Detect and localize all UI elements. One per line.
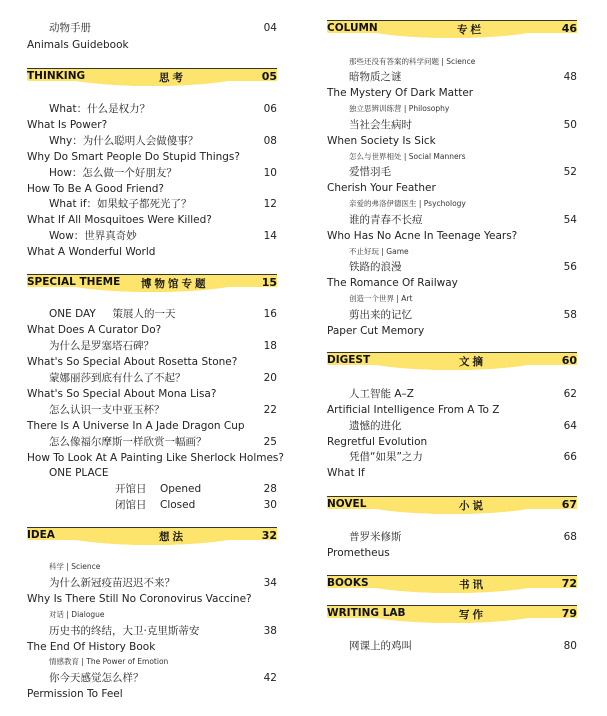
toc-entry[interactable]: [27, 370, 277, 386]
entry-title-en: What If: [327, 467, 365, 479]
toc-entry[interactable]: [27, 133, 277, 149]
entry-title-en: Why Is There Still No Coronovirus Vaccine?: [27, 593, 252, 605]
entry-title-zh: 暗物质之谜: [349, 71, 402, 83]
entry-page: 34: [263, 577, 277, 589]
toc-entry[interactable]: [27, 497, 277, 513]
entry-title-zh: Why：为什么聪明人会做傻事？: [49, 135, 199, 147]
section-page: 67: [561, 498, 577, 511]
toc-entry-en: [327, 465, 577, 481]
toc-entry-en: [27, 639, 277, 655]
toc-entry[interactable]: [27, 101, 277, 117]
entry-title-zh: 闭馆日: [115, 499, 147, 511]
section-title-en: BOOKS: [327, 577, 369, 589]
entry-title-en: Closed: [160, 499, 196, 511]
toc-entry-en: [27, 322, 277, 338]
toc-entry[interactable]: [327, 638, 577, 654]
entry-title-en: How To Look At A Painting Like Sherlock Holmes?: [27, 452, 284, 464]
entry-title-zh: 爱惜羽毛: [349, 166, 391, 178]
toc-entry-en: [27, 37, 277, 53]
entry-title-en: Prometheus: [327, 547, 390, 559]
entry-page: 14: [263, 230, 277, 242]
section-page: 79: [561, 607, 577, 620]
column-tag: 不止好玩 | Game: [349, 247, 409, 256]
section-header-writing-lab[interactable]: [327, 605, 577, 626]
entry-page: 38: [263, 625, 277, 637]
entry-page: 25: [263, 436, 277, 448]
toc-entry[interactable]: [327, 449, 577, 465]
toc-entry-en: [27, 149, 277, 165]
entry-title-en: Permission To Feel: [27, 688, 123, 700]
section-header-special-theme[interactable]: [27, 274, 277, 295]
toc-entry[interactable]: [27, 434, 277, 450]
column-tag: 情感教育 | The Power of Emotion: [49, 657, 169, 666]
one-place-label: ONE PLACE: [49, 467, 109, 479]
toc-entry[interactable]: [27, 338, 277, 354]
section-title-zh: 思考: [159, 72, 186, 84]
entry-title-en: Opened: [160, 483, 202, 495]
entry-page: 54: [563, 214, 577, 226]
entry-title-zh: 当社会生病时: [349, 119, 412, 131]
entry-page: 20: [263, 372, 277, 384]
entry-title-zh: 铁路的浪漫: [349, 261, 402, 273]
entry-title-zh: 网课上的鸡叫: [349, 640, 412, 652]
entry-title-zh: 你今天感觉怎么样？: [49, 672, 144, 684]
column-tag: 创造一个世界 | Art: [349, 294, 413, 303]
toc-entry-en: [327, 434, 577, 450]
section-title-en: WRITING LAB: [327, 607, 406, 619]
section-header-novel[interactable]: [327, 496, 577, 517]
section-page: 05: [261, 70, 277, 83]
column-tag: 那些还没有答案的科学问题 | Science: [349, 57, 476, 66]
entry-page: 80: [563, 640, 577, 652]
toc-entry-en: [327, 85, 577, 101]
section-title-zh: 小说: [459, 500, 486, 512]
entry-title-zh: 开馆日: [115, 483, 147, 495]
toc-entry-en: [327, 133, 577, 149]
entry-title-en: Cherish Your Feather: [327, 182, 436, 194]
entry-title-zh: How：怎么做一个好朋友？: [49, 167, 177, 179]
toc-entry-en: [27, 686, 277, 702]
entry-title-en: What Does A Curator Do?: [27, 324, 162, 336]
toc-entry-en: [27, 386, 277, 402]
section-header-idea[interactable]: [27, 527, 277, 548]
entry-title-en: What A Wonderful World: [27, 246, 156, 258]
entry-title-en: The Mystery Of Dark Matter: [327, 87, 474, 99]
section-title-zh: 博物馆专题: [141, 278, 209, 290]
toc-entry-en: [327, 323, 577, 339]
entry-title-en: The Romance Of Railway: [327, 277, 458, 289]
entry-title-zh: 人工智能 A–Z: [349, 388, 414, 400]
entry-title-zh: 为什么是罗塞塔石碑？: [49, 340, 154, 352]
entry-page: 58: [563, 309, 577, 321]
section-title-en: DIGEST: [327, 354, 371, 366]
entry-page: 62: [563, 388, 577, 400]
entry-title-en: What If All Mosquitoes Were Killed?: [27, 214, 212, 226]
entry-title-en: There Is A Universe In A Jade Dragon Cup: [27, 420, 245, 432]
column-tag: 亲爱的弗洛伊德医生 | Psychology: [349, 199, 466, 208]
section-title-en: NOVEL: [327, 498, 367, 510]
toc-entry[interactable]: [327, 386, 577, 402]
entry-title-en: Artificial Intelligence From A To Z: [327, 404, 500, 416]
toc-entry[interactable]: [327, 117, 577, 133]
toc-entry[interactable]: [27, 20, 277, 36]
entry-title-zh: What：什么是权力？: [49, 103, 151, 115]
toc-entry-en: [27, 117, 277, 133]
entry-title-zh: 为什么新冠疫苗迟迟不来？: [49, 577, 175, 589]
toc-entry[interactable]: [327, 212, 577, 228]
section-title-en: THINKING: [27, 70, 86, 82]
section-title-en: SPECIAL THEME: [27, 276, 121, 288]
toc-entry-en: [27, 181, 277, 197]
entry-page: 18: [263, 340, 277, 352]
section-title-zh: 文摘: [459, 356, 486, 368]
section-page: 15: [261, 276, 277, 289]
entry-title-zh: What if：如果蚊子都死光了？: [49, 198, 192, 210]
section-header-books[interactable]: [327, 575, 577, 596]
toc-entry[interactable]: [327, 307, 577, 323]
toc-entry-en: [27, 418, 277, 434]
entry-title-en: Who Has No Acne In Teenage Years?: [327, 230, 518, 242]
section-page: 72: [561, 577, 577, 590]
toc-entry-en: [327, 180, 577, 196]
section-header-column[interactable]: [327, 20, 577, 41]
toc-entry-en: [327, 545, 577, 561]
toc-entry-en: [27, 244, 277, 260]
entry-page: 56: [563, 261, 577, 273]
entry-page: 42: [263, 672, 277, 684]
entry-page: 04: [263, 22, 277, 34]
toc-subheading: [27, 465, 277, 481]
toc-entry[interactable]: [27, 228, 277, 244]
column-tag: 怎么与世界相处 | Social Manners: [349, 152, 466, 161]
entry-title-en: Why Do Smart People Do Stupid Things?: [27, 151, 240, 163]
toc-entry[interactable]: [27, 165, 277, 181]
entry-page: 48: [563, 71, 577, 83]
toc-entry-en: [27, 212, 277, 228]
toc-entry-en: [27, 354, 277, 370]
entry-title-zh: 谁的青春不长痘: [349, 214, 423, 226]
entry-title-en: Animals Guidebook: [27, 39, 129, 51]
section-header-digest[interactable]: [327, 352, 577, 373]
section-title-zh: 写作: [459, 609, 486, 621]
entry-page: 64: [563, 420, 577, 432]
entry-title-zh: 凭借“如果”之力: [349, 451, 423, 463]
entry-title-en: When Society Is Sick: [327, 135, 436, 147]
entry-title-zh: 蒙娜丽莎到底有什么了不起？: [49, 372, 186, 384]
entry-title-en: What's So Special About Rosetta Stone?: [27, 356, 238, 368]
toc-entry[interactable]: [327, 259, 577, 275]
entry-page: 52: [563, 166, 577, 178]
toc-entry[interactable]: [327, 69, 577, 85]
entry-page: 30: [263, 499, 277, 511]
toc-entry[interactable]: [27, 623, 277, 639]
toc-entry[interactable]: [327, 529, 577, 545]
entry-page: 50: [563, 119, 577, 131]
toc-entry[interactable]: [27, 402, 277, 418]
entry-title-zh: 普罗米修斯: [349, 531, 402, 543]
column-tag: 独立思辨训练营 | Philosophy: [349, 104, 450, 113]
section-title-zh: 想法: [159, 531, 186, 543]
section-title-en: COLUMN: [327, 22, 378, 34]
section-title-zh: 专栏: [457, 24, 484, 36]
entry-title-en: The End Of History Book: [27, 641, 156, 653]
entry-title-zh: 动物手册: [49, 22, 91, 34]
toc-entry[interactable]: [327, 418, 577, 434]
entry-page: 22: [263, 404, 277, 416]
entry-title-en: Regretful Evolution: [327, 436, 428, 448]
entry-title-en: What Is Power?: [27, 119, 108, 131]
entry-title-zh: 怎么像福尔摩斯一样欣赏一幅画？: [49, 436, 207, 448]
entry-title-en: What's So Special About Mona Lisa?: [27, 388, 217, 400]
entry-page: 16: [263, 308, 277, 320]
entry-title-zh: 剪出来的记忆: [349, 309, 412, 321]
toc-entry[interactable]: [27, 670, 277, 686]
toc-entry[interactable]: [27, 481, 277, 497]
entry-title-en: Paper Cut Memory: [327, 325, 425, 337]
section-page: 32: [261, 529, 277, 542]
entry-page: 68: [563, 531, 577, 543]
entry-title-zh: Wow：世界真奇妙: [49, 230, 137, 242]
section-header-thinking[interactable]: [27, 68, 277, 89]
entry-title-zh: 怎么认识一支中亚玉杯？: [49, 404, 165, 416]
toc-entry[interactable]: [27, 196, 277, 212]
entry-page: 12: [263, 198, 277, 210]
toc-entry[interactable]: [27, 306, 277, 322]
toc-entry[interactable]: [27, 575, 277, 591]
toc-entry-en: [327, 402, 577, 418]
section-page: 60: [561, 354, 577, 367]
column-tag: 对话 | Dialogue: [49, 610, 105, 619]
section-page: 46: [561, 22, 577, 35]
entry-title-zh: ONE DAY 策展人的一天: [49, 308, 176, 320]
column-tag: 科学 | Science: [49, 562, 101, 571]
section-title-zh: 书讯: [459, 579, 486, 591]
entry-page: 06: [263, 103, 277, 115]
toc-entry[interactable]: [327, 164, 577, 180]
toc-entry-en: [327, 228, 577, 244]
section-title-en: IDEA: [27, 529, 55, 541]
entry-page: 66: [563, 451, 577, 463]
entry-page: 08: [263, 135, 277, 147]
toc-entry-en: [27, 450, 284, 466]
entry-page: 28: [263, 483, 277, 495]
entry-title-zh: 历史书的终结，大卫·克里斯蒂安: [49, 625, 200, 637]
toc-entry-en: [27, 591, 277, 607]
entry-title-en: How To Be A Good Friend?: [27, 183, 165, 195]
entry-page: 10: [263, 167, 277, 179]
toc-entry-en: [327, 275, 577, 291]
entry-title-zh: 遗憾的进化: [349, 420, 402, 432]
